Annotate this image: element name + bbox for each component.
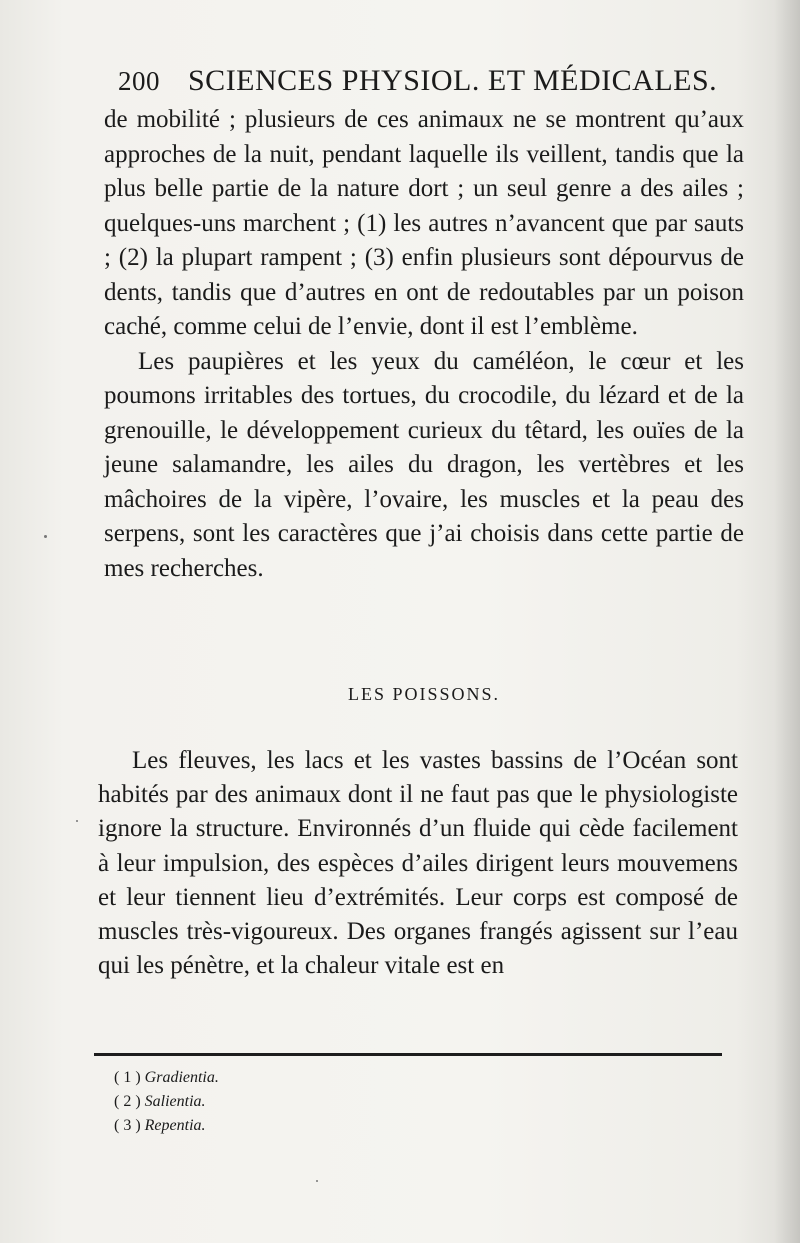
section-text (98, 744, 738, 983)
footnote-text: Repentia. (144, 1117, 206, 1134)
paper-speck (316, 1180, 318, 1182)
footnote-marker: ( 1 ) (114, 1069, 141, 1086)
page-header (118, 64, 718, 104)
footnote-text: Gradientia. (144, 1069, 219, 1086)
footnote-text: Salientia. (144, 1093, 206, 1110)
footnote-rule (94, 1053, 722, 1056)
paper-speck (44, 535, 47, 538)
section-heading: LES POISSONS. (347, 684, 501, 704)
footnote-3 (114, 1114, 514, 1138)
footnotes (114, 1066, 514, 1138)
footnote-marker: ( 2 ) (114, 1093, 141, 1110)
main-text (104, 103, 744, 586)
footnote-1 (114, 1066, 514, 1090)
running-head: SCIENCES PHYSIOL. ET MÉDICALES. (188, 64, 718, 97)
paragraph-continuation: de mobilité ; plusieurs de ces animaux ne se montrent qu’aux approches de la nuit, pendant laquelle ils veillent, tandis que la plus belle partie de la nature dort ; un seul genre a des ailes ; quelques-uns marchent ; (1) les autres n’avancent que par sauts ; (2) la plupart rampent ; (3) enfin plusieurs sont dépourvus de dents, tandis que d’autres en ont de redoutables par un poison caché, comme celui de l’envie, dont il est l’emblème. (104, 106, 744, 340)
paragraph: Les paupières et les yeux du caméléon, le cœur et les poumons irritables des tortues, du crocodile, du lézard et de la grenouille, le développement curieux du têtard, les ouïes de la jeune salamandre, les ailes du dragon, les vertèbres et les mâchoires de la vipère, l’ovaire, les muscles et la peau des serpens, sont les caractères que j’ai choisis dans cette partie de mes recherches. (104, 347, 744, 582)
footnote-marker: ( 3 ) (114, 1117, 141, 1134)
page-edge-shadow (774, 0, 800, 1243)
page-number: 200 (118, 66, 160, 96)
paper-speck (76, 820, 78, 822)
paragraph: Les fleuves, les lacs et les vastes bassins de l’Océan sont habités par des animaux dont il ne faut pas que le physiologiste ignore la structure. Environnés d’un fluide qui cède facilement à leur impulsion, des espèces d’ailes dirigent leurs mouvemens et leur tiennent lieu d’extrémités. Leur corps est composé de muscles très-vigoureux. Des organes frangés agissent sur l’eau qui les pénètre, et la chaleur vitale est en (98, 747, 738, 980)
footnote-2 (114, 1090, 514, 1114)
